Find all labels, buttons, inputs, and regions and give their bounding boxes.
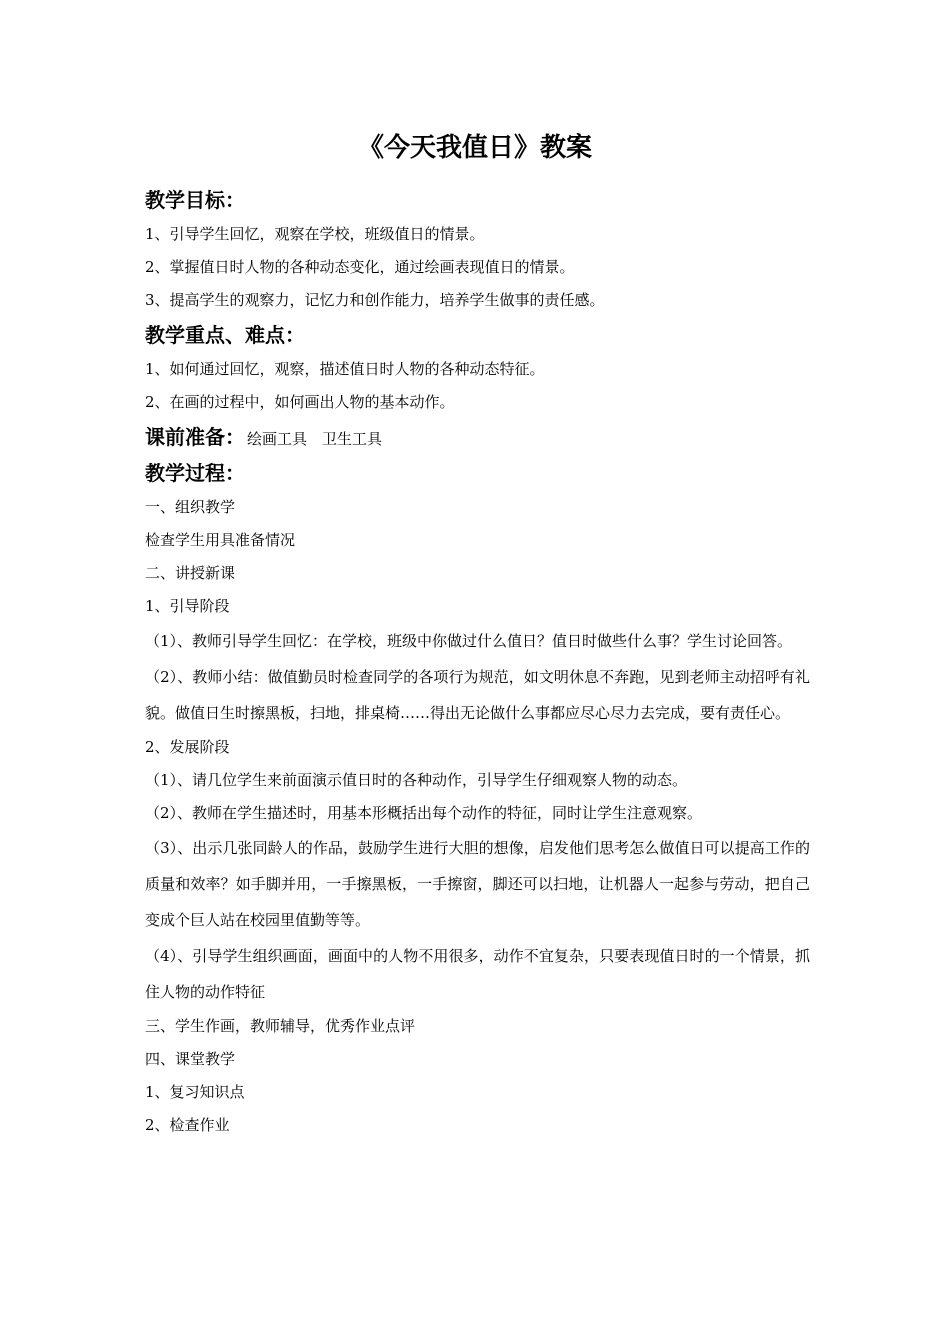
subsection-title: 2、检查作业 [145, 1116, 230, 1134]
subsection-title: 1、引导阶段 [145, 597, 230, 615]
section-line: 检查学生用具准备情况 [145, 531, 296, 549]
paragraph: （3）、出示几张同龄人的作品，鼓励学生进行大胆的想像，启发他们思考怎么做值日可以提高工作的质量和效率？如手脚并用，一手擦黑板，一手擦窗，脚还可以扫地，让机器人一起参与劳动，把自己变成个巨人站在校园里值勤等等。 [145, 839, 810, 929]
objective-item: 3、提高学生的观察力，记忆力和创作能力，培养学生做事的责任感。 [145, 291, 605, 309]
preparation-row [145, 419, 810, 455]
paragraph: （1）、教师引导学生回忆：在学校，班级中你做过什么值日？值日时做些什么事？学生讨论回答。 [145, 632, 793, 650]
paragraph: （1）、请几位学生来前面演示值日时的各种动作，引导学生仔细观察人物的动态。 [145, 771, 688, 789]
preparation-text: 绘画工具 卫生工具 [247, 430, 383, 448]
document-title: 《今天我值日》教案 [357, 133, 592, 163]
paragraph: （4）、引导学生组织画面，画面中的人物不用很多，动作不宜复杂，只要表现值日时的一个情景，抓住人物的动作特征 [145, 947, 810, 1001]
paragraph: （2）、教师在学生描述时，用基本形概括出每个动作的特征，同时让学生注意观察。 [145, 804, 703, 822]
document-body [145, 182, 810, 1142]
objectives-heading: 教学目标： [145, 188, 245, 212]
section-title: 三、学生作画，教师辅导，优秀作业点评 [145, 1017, 416, 1035]
section-title: 一、组织教学 [145, 498, 236, 516]
preparation-heading: 课前准备： [145, 425, 245, 449]
section-title: 二、讲授新课 [145, 564, 236, 582]
objective-item: 2、掌握值日时人物的各种动态变化，通过绘画表现值日的情景。 [145, 258, 575, 276]
paragraph: （2）、教师小结：做值勤员时检查同学的各项行为规范，如文明休息不奔跑，见到老师主动招呼有礼貌。做值日生时擦黑板，扫地，排桌椅……得出无论做什么事都应尽心尽力去完成，要有责任心。 [145, 668, 810, 722]
objective-item: 1、引导学生回忆，观察在学校，班级值日的情景。 [145, 225, 485, 243]
subsection-title: 2、发展阶段 [145, 738, 230, 756]
subsection-title: 1、复习知识点 [145, 1083, 245, 1101]
process-heading: 教学过程： [145, 461, 245, 485]
key-point-item: 2、在画的过程中，如何画出人物的基本动作。 [145, 393, 455, 411]
key-points-heading: 教学重点、难点： [145, 323, 305, 347]
key-point-item: 1、如何通过回忆，观察，描述值日时人物的各种动态特征。 [145, 360, 545, 378]
section-title: 四、课堂教学 [145, 1050, 236, 1068]
